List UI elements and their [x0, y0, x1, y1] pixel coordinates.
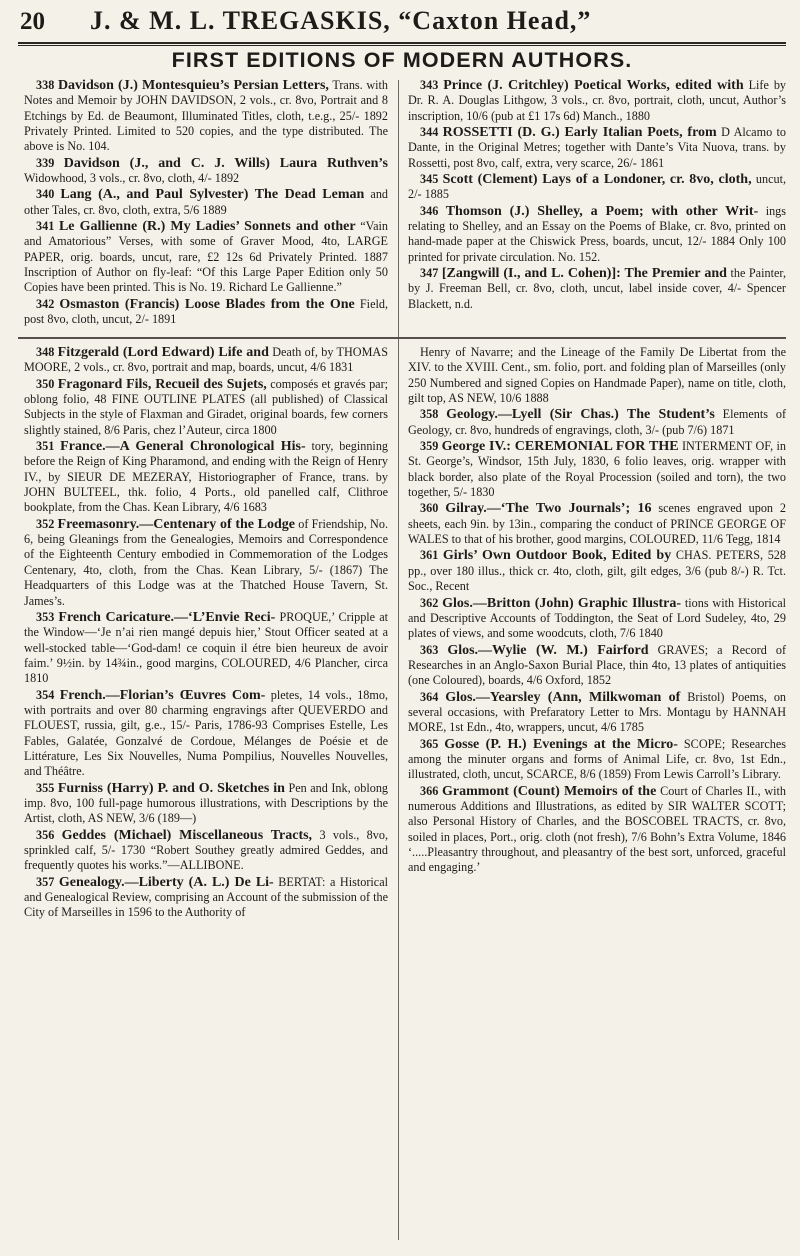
catalogue-entry: [24, 187, 388, 218]
entry-number: 363: [420, 642, 439, 657]
entry-number: 345: [420, 172, 439, 187]
catalogue-entry: [408, 737, 786, 783]
entry-heading: George IV.: CEREMONIAL FOR THE: [441, 439, 679, 455]
entry-number: 361: [420, 548, 439, 563]
catalogue-entry: [24, 875, 388, 921]
entry-heading: Prince (J. Critchley) Poetical Works, edited with: [443, 78, 744, 93]
entry-description: Pen and Ink, oblong imp. 8vo, 100 full-page humorous illustrations, with Descriptions by the Artist, cloth, AS NEW, 3/6 (189—): [24, 780, 389, 826]
entry-description: tions with Historical and Descriptive Accounts of Toddington, the Seat of Lord Sudeley, 4to, 29 plates of views, and some woodcuts, cloth, 7/6 1840: [408, 595, 787, 641]
catalogue-entry: [408, 690, 786, 736]
catalogue-entry: [24, 688, 388, 780]
entry-description: GRAVES; a Record of Researches in an Anglo-Saxon Burial Place, thin 4to, 13 plates of antiquities (one Coloured), boards, 4/6 Oxford, 1852: [408, 642, 786, 688]
entry-description: of Friendship, No. 6, being Gleanings from the Genealogies, Memoirs and Correspondence of the Eighteenth Century embodied in Commemoration of the Lodges Centenary, 4to, cloth, from the Chas. Kean Library, 5/- (1867) The Headquarters of this Lodge was at the Thatched House Tavern, St. James’s.: [24, 516, 388, 608]
catalogue-entry: [408, 345, 786, 406]
entry-heading: Glos.—Wylie (W. M.) Fairford: [447, 642, 649, 658]
entry-number: 351: [36, 439, 55, 454]
entry-description: BERTAT: a Historical and Genealogical Review, comprising an Account of the submission of the City of Marseilles in 1596 to the Authority of: [24, 874, 388, 920]
entry-description: pletes, 14 vols., 18mo, with portraits and over 80 charming engravings after QUEVERDO and FLOUEST, russia, gilt, g.e., 15/- Paris, 1786-93 Comprises Estelle, Les Fables, Galatée, Gonzalvé de Cordoue, Mélanges de Poésie et de Littérature, Les Six Nouvelles, Numa Pompilius, Nouvelles Nouvelles, and Théâtre.: [24, 687, 389, 779]
page-number: 20: [20, 8, 45, 35]
entry-number: 355: [36, 780, 55, 795]
entry-heading: Grammont (Count) Memoirs of the: [442, 783, 657, 799]
entry-heading: France.—A General Chronological His-: [60, 439, 306, 455]
entry-number: 338: [36, 78, 55, 92]
entry-heading: Furniss (Harry) P. and O. Sketches in: [57, 780, 285, 796]
catalogue-entry: [408, 78, 786, 124]
entry-heading: Davidson (J.) Montesquieu’s Persian Letters,: [57, 78, 329, 93]
entry-description: Life by Dr. R. A. Douglas Lithgow, 3 vols., cr. 8vo, portrait, cloth, uncut, Author’s inscription, 10/6 (pub at £1 17s 6d) Manch., 1880: [408, 78, 787, 123]
entry-number: 342: [36, 296, 55, 311]
entry-heading: Osmaston (Francis) Loose Blades from the One: [59, 296, 355, 312]
entry-number: 358: [420, 407, 439, 422]
catalogue-entry: [24, 828, 388, 874]
entry-heading: Glos.—Yearsley (Ann, Milkwoman of: [445, 689, 681, 705]
entry-heading: Lang (A., and Paul Sylvester) The Dead Leman: [60, 187, 365, 203]
entry-number: 346: [420, 203, 439, 218]
catalogue-entry: [24, 156, 388, 187]
entry-number: 352: [36, 516, 55, 531]
entry-number: 344: [420, 125, 439, 140]
entry-heading: Glos.—Britton (John) Graphic Illustra-: [442, 595, 682, 611]
entry-heading: Gilray.—‘The Two Journals’; 16: [445, 501, 652, 517]
entry-heading: Gosse (P. H.) Evenings at the Micro-: [444, 736, 678, 752]
catalogue-entry: [408, 501, 786, 547]
catalogue-entry: [24, 345, 388, 376]
entry-description: composés et gravés par; oblong folio, 48 FINE OUTLINE PLATES (all published) of Classical Subjects in the style of Flaxman and Giradet, original boards, few corners slightly stained, 8/6 Paris, chez l’Auteur, circa 1800: [24, 376, 389, 437]
entry-number: 359: [420, 439, 439, 454]
entry-description: Trans. with Notes and Memoir by JOHN DAVIDSON, 2 vols., cr. 8vo, Portrait and 8 Etchings by Ed. de Beaumont, Illuminated Titles, cloth, t.e.g., 25/- 1892 Privately Printed. Limited to 520 copies, and the type distributed. The above is No. 104.: [24, 78, 389, 154]
entry-description: Court of Charles II., with numerous Additions and Illustrations, as edited by SIR WALTER SCOTT; also Personal History of Charles, and the BOSCOBEL TRACTS, cr. 8vo, soiled in places, Port., orig. cloth (not fresh), 7/6 Bohn’s Extra Volume, 1846 ‘.....Pleasantry throughout, and pleasantry of the best sort, unforced, graceful and engaging.’: [408, 783, 787, 875]
entry-heading: Scott (Clement) Lays of a Londoner, cr. 8vo, cloth,: [442, 172, 752, 188]
entry-heading: Geddes (Michael) Miscellaneous Tracts,: [61, 827, 313, 843]
entry-description: uncut, 2/- 1885: [408, 172, 786, 202]
entry-heading: ROSSETTI (D. G.) Early Italian Poets, from: [442, 125, 717, 141]
catalogue-entry: [24, 781, 388, 827]
entry-description: D Alcamo to Dante, in the Original Metres; together with Dante’s Vita Nuova, trans. by Rossetti, post 8vo, calf, extra, very scarce, 26/- 1861: [408, 125, 787, 170]
section-banner: FIRST EDITIONS OF MODERN AUTHORS.: [171, 48, 633, 72]
section-divider: [18, 337, 786, 339]
entry-description: 3 vols., 8vo, sprinkled calf, 5/- 1730 “Robert Southey greatly admired Geddes, and frequently quotes his works.”—ALLIBONE.: [24, 827, 389, 873]
entry-description: the Painter, by J. Freeman Bell, cr. 8vo, cloth, uncut, label inside cover, 4/- Spencer Blackett, n.d.: [408, 266, 786, 311]
catalogue-entry: [408, 784, 786, 876]
entry-description: INTERMENT OF, in St. George’s, Windsor, 15th July, 1830, 6 folio leaves, orig. wrapper with black border, also plate of the Royal Procession (soiled and torn), the two together, 5/- 1830: [408, 439, 787, 500]
catalogue-entry: [408, 596, 786, 642]
entry-heading: Geology.—Lyell (Sir Chas.) The Student’s: [446, 407, 715, 423]
column-top-left: [24, 78, 388, 329]
entry-number: 362: [420, 595, 439, 610]
entry-number: 365: [420, 736, 439, 751]
catalogue-entry: [408, 266, 786, 312]
entry-number: 348: [36, 345, 55, 359]
entry-description: “Vain and Amatorious” Verses, with some of Graver Mood, 4to, LARGE PAPER, orig. boards, uncut, rare, £2 12s 6d Privately Printed. 1887 Inscription of Author on fly-leaf: “Of this Large Paper Edition only 50 Copies have been printed. This is No. 19. Richard Le Gallienne.”: [24, 219, 389, 295]
entry-number: 357: [36, 874, 55, 889]
header-rule-thin: [18, 45, 786, 46]
catalogue-entry: [24, 219, 388, 296]
entry-heading: Fragonard Fils, Recueil des Sujets,: [57, 376, 267, 392]
entry-number: 353: [36, 609, 55, 624]
entry-description: ings relating to Shelley, and an Essay on the Poems of Blake, cr. 8vo, printed on hand-made paper at the Chiswick Press, boards, uncut, 12/- 1884 Only 100 printed for private circulation. No. 152.: [408, 203, 787, 264]
entry-heading: Girls’ Own Outdoor Book, Edited by: [442, 548, 672, 564]
entry-number: 366: [420, 783, 439, 798]
entry-heading: French Caricature.—‘L’Envie Reci-: [58, 609, 276, 625]
entry-description: Field, post 8vo, cloth, uncut, 2/- 1891: [24, 296, 389, 327]
entry-number: 339: [36, 155, 55, 170]
entry-number: 354: [36, 687, 55, 702]
header-rule: [18, 42, 786, 44]
entry-description: Elements of Geology, cr. 8vo, hundreds of engravings, cloth, 3/- (pub 7/6) 1871: [408, 407, 787, 437]
catalogue-entry: [24, 439, 388, 516]
catalogue-entry: [24, 78, 388, 155]
column-top-right: [408, 78, 786, 313]
entry-heading: Genealogy.—Liberty (A. L.) De Li-: [58, 874, 274, 890]
catalogue-entry: [24, 377, 388, 438]
entry-description: SCOPE; Researches among the minuter organs and forms of Animal Life, cr. 8vo, 1st Edn., illustrated, cloth, uncut, SCARCE, 8/6 (1859) From Lewis Carroll’s Library.: [408, 736, 786, 782]
entry-number: 350: [36, 376, 55, 391]
entry-description: scenes engraved upon 2 sheets, each 9in. by 13in., comparing the conduct of PRINCE GEORGE OF WALES to that of his brother, good margins, COLOURED, 11/6 Tegg, 1814: [408, 501, 787, 547]
catalogue-entry: [408, 172, 786, 203]
entry-heading: Thomson (J.) Shelley, a Poem; with other Writ-: [445, 203, 759, 219]
entry-description: Bristol) Poems, on several occasions, with Prefaratory Letter to Mrs. Montagu by HANNAH MORE, 1st Edn., 4to, wrappers, uncut, 4/6 1785: [408, 689, 787, 735]
catalogue-entry: [408, 125, 786, 171]
entry-description: Death of, by THOMAS MOORE, 2 vols., cr. 8vo, portrait and map, boards, uncut, 4/6 1831: [24, 345, 389, 375]
entry-description: CHAS. PETERS, 528 pp., over 180 illus., thick cr. 4to, cloth, gilt, gilt edges, 3/6 (pub 8/-) R. Tct. Soc., Recent: [408, 548, 786, 594]
catalogue-entry: [408, 643, 786, 689]
entry-description: tory, beginning before the Reign of King Pharamond, and ending with the Reign of Henry IV., by SIEUR DE MEZERAY, Historiographer of France, trans. by JOHN BULTEEL, thk. folio, 4 Ports., old panelled calf, Clithroe bookplate, from the Chas. Kean Library, 4/6 1683: [24, 439, 389, 515]
publisher-heading: J. & M. L. TREGASKIS, “Caxton Head,”: [90, 6, 592, 35]
entry-heading: Fitzgerald (Lord Edward) Life and: [57, 345, 269, 360]
entry-number: 356: [36, 827, 55, 842]
entry-number: 360: [420, 501, 439, 516]
catalogue-entry: [408, 204, 786, 265]
entry-description: Henry of Navarre; and the Lineage of the Family De Libertat from the XIV. to the XVIII. Cent., sm. folio, port. and folding plan of Marseilles (only 250 Numbered and signed Copies on Handmade Paper), name on title, cloth, gilt top, AS NEW, 10/6 1888: [408, 345, 786, 406]
catalogue-entry: [408, 407, 786, 438]
entry-heading: Le Gallienne (R.) My Ladies’ Sonnets and other: [58, 219, 356, 235]
column-divider: [398, 80, 399, 1240]
catalogue-entry: [24, 297, 388, 328]
entry-number: 341: [36, 219, 55, 234]
catalogue-entry: [408, 439, 786, 500]
entry-number: 347: [420, 266, 439, 281]
entry-number: 343: [420, 78, 439, 92]
entry-number: 340: [36, 187, 55, 202]
column-bottom-right: [408, 345, 786, 877]
entry-description: and other Tales, cr. 8vo, cloth, extra, 5/6 1889: [24, 187, 389, 217]
entry-number: 364: [420, 689, 439, 704]
entry-heading: Davidson (J., and C. J. Wills) Laura Ruthven’s: [63, 155, 388, 171]
entry-heading: French.—Florian’s Œuvres Com-: [59, 687, 266, 703]
page-header: [20, 6, 786, 40]
entry-description: Widowhood, 3 vols., cr. 8vo, cloth, 4/- 1892: [24, 171, 240, 186]
catalogue-entry: [408, 548, 786, 594]
catalogue-entry: [24, 517, 388, 609]
entry-description: PROQUE,’ Cripple at the Window—‘Je n’ai rien mangé depuis hier,’ Stout Officer seated at a well-stocked table—‘God-dam! ce coquin il étre bien heureux de avoir faim.’ 9½in. by 14¾in., good margins, COLOURED, 4/6 Plancher, circa 1810: [24, 609, 389, 686]
catalogue-entry: [24, 610, 388, 687]
entry-heading: Freemasonry.—Centenary of the Lodge: [57, 516, 296, 532]
column-bottom-left: [24, 345, 388, 922]
entry-heading: [Zangwill (I., and L. Cohen)]: The Premier and: [441, 266, 727, 282]
